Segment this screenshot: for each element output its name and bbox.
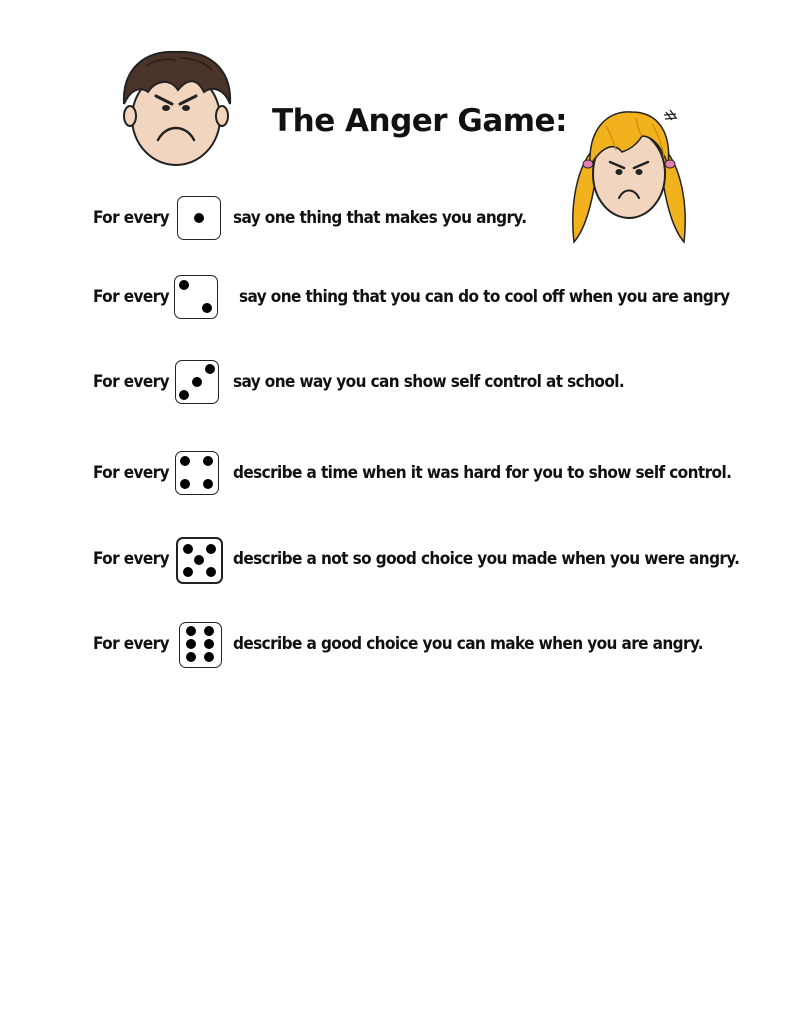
- rule-prefix: For every: [93, 208, 169, 228]
- rule-prefix: For every: [93, 287, 169, 307]
- rule-description: describe a time when it was hard for you to show self control.: [233, 463, 732, 483]
- die-pip: [183, 567, 193, 577]
- die-pip: [206, 567, 216, 577]
- die-face-six-icon: [179, 622, 222, 668]
- rule-description: describe a good choice you can make when you are angry.: [233, 634, 703, 654]
- rule-prefix: For every: [93, 549, 169, 569]
- rule-description: describe a not so good choice you made when you were angry.: [233, 549, 740, 569]
- die-pip: [186, 639, 196, 649]
- page-title: The Anger Game:: [272, 103, 567, 139]
- die-pip: [183, 544, 193, 554]
- die-pip: [186, 652, 196, 662]
- die-pip: [203, 456, 213, 466]
- die-pip: [204, 639, 214, 649]
- rule-description: say one thing that makes you angry.: [233, 208, 527, 228]
- rule-prefix: For every: [93, 634, 169, 654]
- die-pip: [179, 390, 189, 400]
- die-pip: [203, 479, 213, 489]
- die-pip: [180, 479, 190, 489]
- die-pip: [192, 377, 202, 387]
- die-face-three-icon: [175, 360, 219, 404]
- rule-row-die-6: [0, 622, 791, 670]
- angry-boy-illustration: [116, 46, 236, 170]
- rule-description: say one thing that you can do to cool off when you are angry: [239, 287, 730, 307]
- die-pip: [194, 555, 204, 565]
- rule-row-die-1: [0, 196, 791, 244]
- die-face-two-icon: [174, 275, 218, 319]
- die-face-one-icon: [177, 196, 221, 240]
- rule-row-die-4: [0, 451, 791, 499]
- die-pip: [186, 626, 196, 636]
- die-pip: [204, 652, 214, 662]
- rule-prefix: For every: [93, 463, 169, 483]
- rule-row-die-2: [0, 275, 791, 323]
- die-pip: [205, 364, 215, 374]
- rule-description: say one way you can show self control at school.: [233, 372, 625, 392]
- die-face-five-icon: [176, 537, 223, 584]
- die-pip: [194, 213, 204, 223]
- die-pip: [206, 544, 216, 554]
- rule-prefix: For every: [93, 372, 169, 392]
- die-face-four-icon: [175, 451, 219, 495]
- die-pip: [179, 280, 189, 290]
- die-pip: [202, 303, 212, 313]
- die-pip: [204, 626, 214, 636]
- rule-row-die-3: [0, 360, 791, 408]
- rule-row-die-5: [0, 537, 791, 585]
- die-pip: [180, 456, 190, 466]
